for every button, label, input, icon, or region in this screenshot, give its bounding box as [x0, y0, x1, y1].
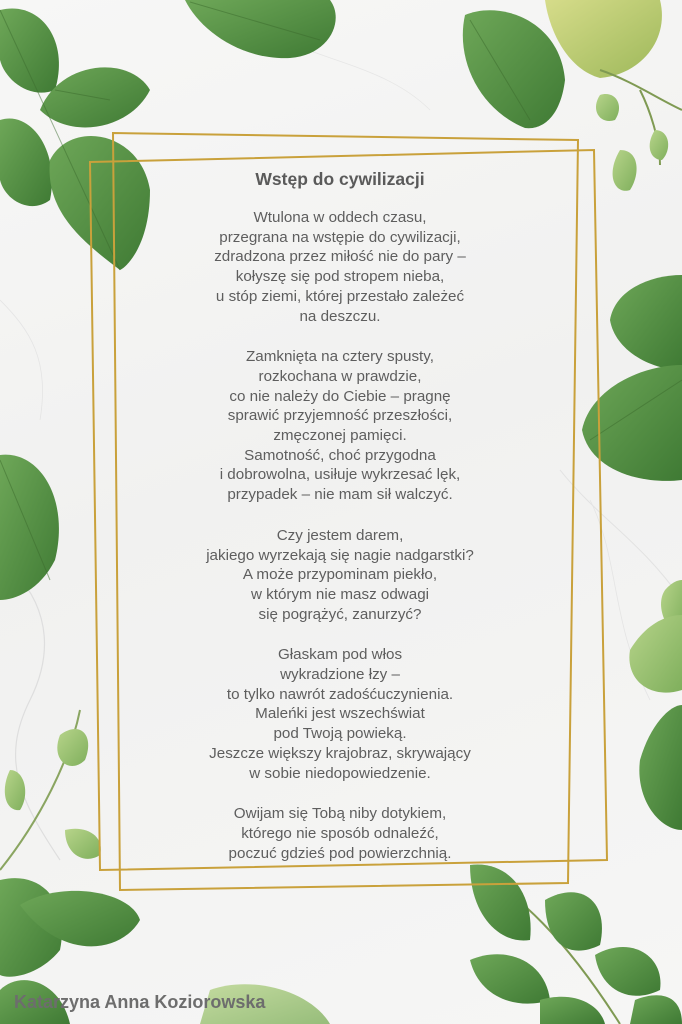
- poem-line: przypadek – nie mam sił walczyć.: [227, 486, 453, 504]
- poem-line: A może przypominam piekło,: [242, 566, 438, 584]
- poem-line: Głaskam pod włos: [277, 646, 403, 664]
- stanza-3: [110, 526, 570, 625]
- poem-line: w którym nie masz odwagi: [250, 585, 430, 603]
- poem-line: u stóp ziemi, której przestało zależeć: [215, 287, 465, 305]
- poem-line: poczuć gdzieś pod powierzchnią.: [228, 844, 452, 862]
- poem-line: sprawić przyjemność przeszłości,: [227, 407, 453, 425]
- poem-line: którego nie sposób odnaleźć,: [241, 824, 439, 842]
- poem-line: i dobrowolna, usiłuje wykrzesać lęk,: [219, 466, 461, 484]
- poem-line: co nie należy do Ciebie – pragnę: [229, 387, 451, 405]
- poem-line: Samotność, choć przygodna: [244, 446, 436, 464]
- poem-line: się pogrążyć, zanurzyć?: [258, 605, 422, 623]
- poem-line: kołyszę się pod stropem nieba,: [235, 268, 445, 286]
- poem-line: zdradzona przez miłość nie do pary –: [214, 248, 466, 266]
- stanza-5: [110, 804, 570, 863]
- poem-line: w sobie niedopowiedzenie.: [249, 764, 431, 782]
- poem-title: Wstęp do cywilizacji: [255, 169, 425, 189]
- stanza-4: [110, 645, 570, 783]
- stanza-2: [110, 347, 570, 505]
- poem-line: Zamknięta na cztery spusty,: [246, 348, 434, 366]
- poem-line: Czy jestem darem,: [276, 526, 404, 544]
- poem-line: przegrana na wstępie do cywilizacji,: [219, 228, 461, 246]
- poem-line: jakiego wyrzekają się nagie nadgarstki?: [206, 546, 474, 564]
- poem-line: Wtulona w oddech czasu,: [253, 209, 427, 226]
- stanza-1: [110, 208, 570, 326]
- poem-line: Maleńki jest wszechświat: [255, 705, 425, 723]
- author-name: Katarzyna Anna Koziorowska: [14, 992, 266, 1012]
- poem-line: rozkochana w prawdzie,: [258, 367, 422, 385]
- poem: [110, 168, 570, 884]
- poem-line: wykradzione łzy –: [280, 666, 400, 684]
- poem-line: na deszczu.: [299, 307, 381, 325]
- poem-line: Owijam się Tobą niby dotykiem,: [233, 805, 447, 823]
- poem-line: to tylko nawrót zadośćuczynienia.: [226, 685, 454, 703]
- poem-line: Jeszcze większy krajobraz, skrywający: [209, 744, 471, 762]
- poem-line: zmęczonej pamięci.: [273, 427, 407, 445]
- poem-line: pod Twoją powieką.: [273, 725, 407, 743]
